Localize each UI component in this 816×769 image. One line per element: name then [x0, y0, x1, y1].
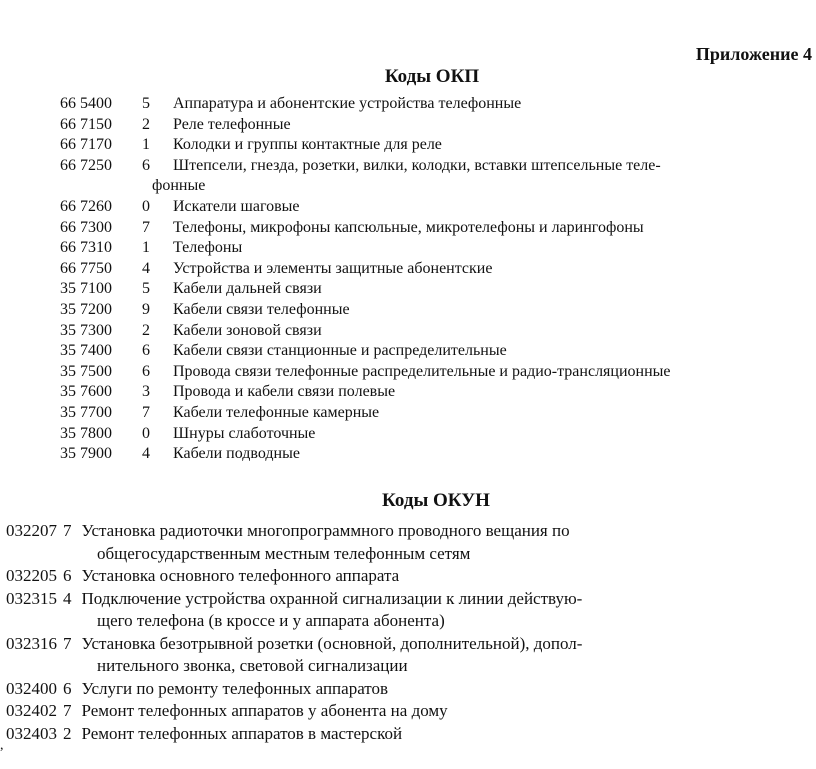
- okp-row: [60, 279, 760, 300]
- okp-row: [60, 444, 760, 465]
- okun-check-digit: 4: [63, 588, 72, 608]
- okp-product-name-line: Штепсели, гнезда, розетки, вилки, колодки, вставки штепсельные теле-: [173, 156, 661, 174]
- okp-product-name-line: Кабели подводные: [173, 445, 300, 463]
- okp-product-name: [173, 94, 743, 115]
- okun-service-name-continuation: щего телефона (в кроссе и у аппарата абонента): [97, 611, 445, 630]
- okun-service-name: Ремонт телефонных аппаратов у абонента на дому: [81, 701, 448, 720]
- okp-product-name-line: Провода и кабели связи полевые: [173, 383, 396, 401]
- okp-product-name-line: Телефоны, микрофоны капсюльные, микротелефоны и ларингофоны: [173, 218, 644, 236]
- okp-code: 66 7310: [60, 239, 112, 257]
- okun-code: 032316: [6, 633, 57, 653]
- okun-service-name-continuation: нительного звонка, световой сигнализации: [97, 656, 408, 675]
- okp-product-name: [152, 156, 743, 197]
- okp-product-name-line: Аппаратура и абонентские устройства телефонные: [173, 95, 522, 112]
- okp-product-name-continuation: фонные: [152, 177, 206, 195]
- okp-product-name: [173, 218, 743, 239]
- margin-mark: ,: [0, 738, 4, 753]
- okp-product-name-line: Колодки и группы контактные для реле: [173, 136, 442, 154]
- okp-product-name-line: Телефоны: [173, 239, 243, 257]
- okp-row: [60, 94, 760, 115]
- okp-check-digit: 0: [142, 197, 150, 215]
- okp-row: [60, 156, 760, 197]
- okun-check-digit: 6: [63, 566, 72, 585]
- okun-row: [6, 723, 706, 746]
- okp-code: 35 7200: [60, 300, 112, 318]
- okp-code: 35 7100: [60, 280, 112, 298]
- okp-check-digit: 9: [142, 300, 150, 318]
- okp-product-name-line: Искатели шаговые: [173, 197, 300, 215]
- okun-check-digit: 6: [63, 678, 72, 698]
- okun-row: [6, 633, 706, 678]
- okp-product-name: [173, 259, 743, 280]
- okp-product-name: [173, 135, 743, 156]
- okun-section-title: Коды ОКУН: [382, 490, 490, 511]
- okp-code: 35 7900: [60, 445, 112, 463]
- okp-code: 35 7400: [60, 342, 112, 360]
- okun-code: 032207: [6, 521, 57, 540]
- okp-product-name: [173, 279, 743, 300]
- okp-check-digit: 6: [142, 342, 150, 360]
- okp-check-digit: 6: [142, 156, 150, 174]
- okp-product-name-line: Кабели связи телефонные: [173, 300, 350, 318]
- okp-row: [60, 300, 760, 321]
- okp-row: [60, 321, 760, 342]
- okun-code: 032400: [6, 678, 57, 698]
- okun-service-name-continuation: общегосударственным местным телефонным сетям: [97, 543, 471, 563]
- okp-code: 35 7500: [60, 362, 112, 380]
- okp-product-name-line: Кабели зоновой связи: [173, 321, 322, 339]
- okun-service-name: Услуги по ремонту телефонных аппаратов: [81, 678, 389, 698]
- okp-code: 35 7300: [60, 321, 112, 339]
- okp-row: [60, 382, 760, 403]
- okun-check-digit: 7: [63, 521, 72, 540]
- okp-product-name-line: Кабели телефонные камерные: [173, 403, 380, 421]
- okun-service-name: Подключение устройства охранной сигнализации к линии действую-: [81, 588, 583, 608]
- okun-row: [6, 700, 706, 723]
- okp-code: 66 7170: [60, 136, 112, 154]
- okun-check-digit: 7: [63, 633, 72, 653]
- okp-product-name-line: Реле телефонные: [173, 115, 291, 133]
- okp-product-name: [173, 424, 743, 445]
- okp-product-name: [173, 300, 743, 321]
- okun-service-name: Установка радиоточки многопрограммного проводного вещания по: [81, 521, 570, 540]
- okp-product-name: [173, 115, 743, 136]
- okun-check-digit: 2: [63, 723, 72, 743]
- okun-row: [6, 520, 706, 565]
- okun-code: 032315: [6, 588, 57, 608]
- okp-check-digit: 5: [142, 280, 150, 298]
- okp-code: 66 7750: [60, 259, 112, 277]
- okp-row: [60, 362, 760, 383]
- okp-product-name: [173, 362, 743, 383]
- okp-row: [60, 218, 760, 239]
- okp-check-digit: 2: [142, 115, 150, 133]
- okp-product-name-line: Провода связи телефонные распределительные и радио-трансляционные: [173, 362, 671, 380]
- okp-product-name-line: Кабели дальней связи: [173, 280, 322, 298]
- okp-product-name: [173, 197, 743, 218]
- okp-check-digit: 2: [142, 321, 150, 339]
- okp-check-digit: 0: [142, 424, 150, 442]
- okp-row: [60, 341, 760, 362]
- okp-row: [60, 197, 760, 218]
- okp-code: 35 7800: [60, 424, 112, 442]
- okp-product-name-line: Кабели связи станционные и распределительные: [173, 342, 507, 360]
- okp-check-digit: 1: [142, 239, 150, 257]
- okp-code: 66 5400: [60, 95, 112, 112]
- okun-service-name: Ремонт телефонных аппаратов в мастерской: [81, 723, 403, 743]
- okp-row: [60, 115, 760, 136]
- okp-check-digit: 6: [142, 362, 150, 380]
- okp-code: 66 7150: [60, 115, 112, 133]
- okp-code-list: [60, 94, 760, 465]
- okun-code: 032205: [6, 566, 57, 585]
- okp-code: 66 7260: [60, 197, 112, 215]
- okp-code: 35 7600: [60, 383, 112, 401]
- okun-service-name: Установка безотрывной розетки (основной, дополнительной), допол-: [81, 633, 583, 653]
- okp-row: [60, 238, 760, 259]
- okp-product-name: [173, 238, 743, 259]
- okp-check-digit: 7: [142, 218, 150, 236]
- okp-check-digit: 5: [142, 95, 150, 112]
- okun-code: 032403: [6, 723, 57, 743]
- okp-check-digit: 1: [142, 136, 150, 154]
- okun-row: [6, 678, 706, 701]
- okp-check-digit: 4: [142, 445, 150, 463]
- okun-row: [6, 588, 706, 633]
- okun-check-digit: 7: [63, 701, 72, 720]
- okp-check-digit: 7: [142, 403, 150, 421]
- okun-row: [6, 565, 706, 588]
- okun-code-list: [6, 520, 706, 745]
- okp-row: [60, 259, 760, 280]
- okp-product-name: [173, 341, 743, 362]
- okp-product-name: [173, 382, 743, 403]
- okp-product-name-line: Шнуры слаботочные: [173, 424, 316, 442]
- okp-check-digit: 4: [142, 259, 150, 277]
- okp-code: 35 7700: [60, 403, 112, 421]
- okp-code: 66 7250: [60, 156, 112, 174]
- okp-code: 66 7300: [60, 218, 112, 236]
- okp-check-digit: 3: [142, 383, 150, 401]
- okp-product-name-line: Устройства и элементы защитные абонентские: [173, 259, 493, 277]
- okp-row: [60, 403, 760, 424]
- appendix-label: Приложение 4: [695, 44, 812, 64]
- okp-section-title: Коды ОКП: [384, 66, 480, 87]
- okun-service-name: Установка основного телефонного аппарата: [81, 566, 400, 585]
- okun-code: 032402: [6, 701, 57, 720]
- okp-product-name: [173, 403, 743, 424]
- okp-row: [60, 424, 760, 445]
- okp-product-name: [173, 444, 743, 465]
- okp-product-name: [173, 321, 743, 342]
- okp-row: [60, 135, 760, 156]
